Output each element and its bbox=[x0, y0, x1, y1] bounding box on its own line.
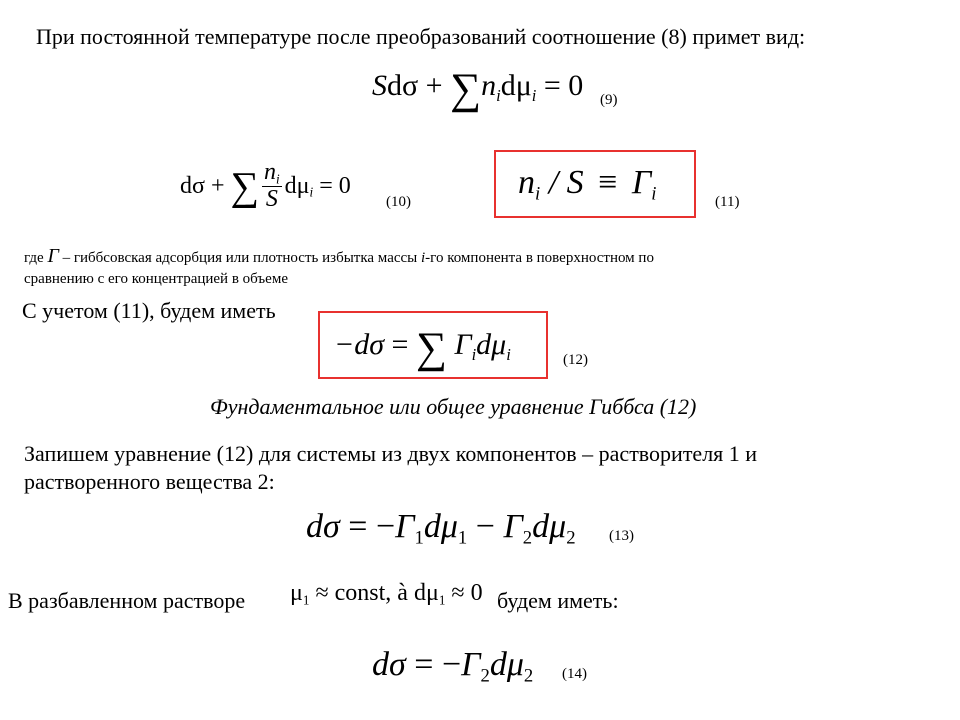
eq9-equals-zero: = 0 bbox=[543, 69, 584, 103]
will-have-text: будем иметь: bbox=[497, 588, 619, 613]
eq9-dsigma: dσ bbox=[387, 69, 419, 103]
two-component-paragraph bbox=[24, 440, 757, 496]
equation-12 bbox=[334, 324, 511, 372]
eq13-sub-1: 1 bbox=[414, 527, 424, 549]
eq13-dmu-1: dμ bbox=[423, 508, 458, 545]
eq13-dmu-2: dμ bbox=[532, 508, 567, 545]
equation-10 bbox=[180, 160, 351, 220]
dilute-approx: ≈ bbox=[315, 580, 329, 606]
eq14-label: (14) bbox=[562, 666, 587, 682]
dilute-end: ≈ 0 bbox=[451, 580, 483, 606]
eq12-sub-i2: i bbox=[506, 344, 511, 364]
equation-13 bbox=[306, 508, 576, 550]
eq13-gamma-1: Γ bbox=[395, 508, 415, 545]
eq10-sum: ∑ bbox=[230, 163, 259, 209]
where-line-2: сравнению с его концентрацией в объеме bbox=[24, 271, 288, 287]
eq11-equiv: ≡ bbox=[598, 164, 618, 201]
eq14-equals: = bbox=[414, 646, 434, 683]
eq10-equals-zero: = 0 bbox=[319, 172, 351, 199]
eq12-sum: ∑ bbox=[415, 324, 447, 372]
dilute-mu: μ bbox=[290, 580, 303, 606]
where-dash: – bbox=[62, 250, 71, 266]
eq14-dmu: dμ bbox=[489, 646, 524, 683]
dilute-sub-1b: 1 bbox=[438, 592, 446, 608]
eq11-n: n bbox=[518, 164, 535, 201]
eq10-denominator: S bbox=[265, 186, 278, 213]
where-line-1 bbox=[24, 246, 654, 269]
eq11-sub-i: i bbox=[535, 183, 541, 205]
eq10-n: n bbox=[264, 159, 276, 185]
eq13-gamma-2: Γ bbox=[503, 508, 523, 545]
eq12-gamma: Γ bbox=[454, 328, 472, 362]
eq9-sub-i2: i bbox=[531, 85, 537, 105]
dilute-text: В разбавленном растворе bbox=[8, 588, 246, 613]
eq9-S: S bbox=[372, 69, 387, 103]
dilute-sub-1: 1 bbox=[302, 592, 310, 608]
eq13-minus-1: − bbox=[375, 508, 396, 545]
eq13-equals: = bbox=[348, 508, 368, 545]
eq11-gamma: Γ bbox=[631, 164, 652, 201]
eq14-sub-2b: 2 bbox=[523, 665, 534, 687]
eq11-sub-i2: i bbox=[651, 183, 657, 205]
eq10-numerator bbox=[262, 160, 282, 187]
eq13-sub-2b: 2 bbox=[566, 527, 576, 549]
eq10-sub-i2: i bbox=[309, 184, 314, 200]
eq14-gamma: Γ bbox=[461, 646, 481, 683]
eq14-lhs: dσ bbox=[372, 646, 406, 683]
where-i: i bbox=[421, 250, 426, 266]
eq12-equals: = bbox=[391, 328, 409, 362]
eq9-n: n bbox=[481, 69, 497, 103]
eq14-sub-2: 2 bbox=[480, 665, 490, 687]
eq11-label: (11) bbox=[715, 194, 740, 210]
with-11-text: С учетом (11), будем иметь bbox=[22, 298, 276, 323]
eq10-plus: + bbox=[210, 172, 225, 199]
eq11-slash: / bbox=[548, 164, 559, 201]
eq10-dsigma: dσ bbox=[180, 172, 205, 199]
equation-14 bbox=[372, 646, 533, 688]
eq13-lhs: dσ bbox=[306, 508, 340, 545]
eq12-lhs: −dσ bbox=[334, 328, 385, 362]
eq9-sub-i: i bbox=[496, 85, 501, 105]
eq9-plus: + bbox=[425, 69, 443, 103]
eq13-sub-2: 2 bbox=[522, 527, 533, 549]
eq12-dmu: dμ bbox=[476, 328, 507, 362]
where-gamma: Γ bbox=[47, 245, 59, 267]
eq9-sum: ∑ bbox=[450, 65, 482, 113]
eq10-fraction bbox=[262, 160, 282, 213]
eq10-dmu: dμ bbox=[284, 172, 310, 199]
eq12-box bbox=[318, 311, 548, 379]
dilute-equation bbox=[290, 580, 483, 609]
where-prefix: где bbox=[24, 250, 44, 266]
eq13-minus-2: − bbox=[475, 508, 495, 545]
where-line1-rest: гиббсовская адсорбция или плотность избытка массы bbox=[73, 250, 418, 266]
equation-11 bbox=[518, 164, 656, 206]
eq11-S: S bbox=[566, 164, 584, 201]
two-component-line-2: растворенного вещества 2: bbox=[24, 469, 275, 494]
eq10-sub-i: i bbox=[276, 171, 280, 187]
eq13-label: (13) bbox=[609, 528, 634, 544]
equation-9 bbox=[372, 65, 584, 113]
eq10-label: (10) bbox=[386, 194, 411, 210]
eq9-dmu: dμ bbox=[500, 69, 532, 103]
where-line1-end: -го компонента в поверхностном по bbox=[425, 250, 654, 266]
eq11-box bbox=[494, 150, 696, 218]
gibbs-caption: Фундаментальное или общее уравнение Гиббса (12) bbox=[210, 394, 697, 419]
where-paragraph bbox=[24, 246, 654, 290]
two-component-line-1: Запишем уравнение (12) для системы из двух компонентов – растворителя 1 и bbox=[24, 441, 758, 466]
eq9-label: (9) bbox=[600, 92, 618, 108]
eq13-sub-1b: 1 bbox=[457, 527, 468, 549]
intro-text: При постоянной температуре после преобразований соотношение (8) примет вид: bbox=[36, 24, 806, 49]
eq14-minus: − bbox=[441, 646, 462, 683]
eq12-sub-i: i bbox=[471, 344, 477, 364]
eq12-label: (12) bbox=[563, 352, 588, 368]
dilute-const: const, à dμ bbox=[334, 580, 439, 606]
